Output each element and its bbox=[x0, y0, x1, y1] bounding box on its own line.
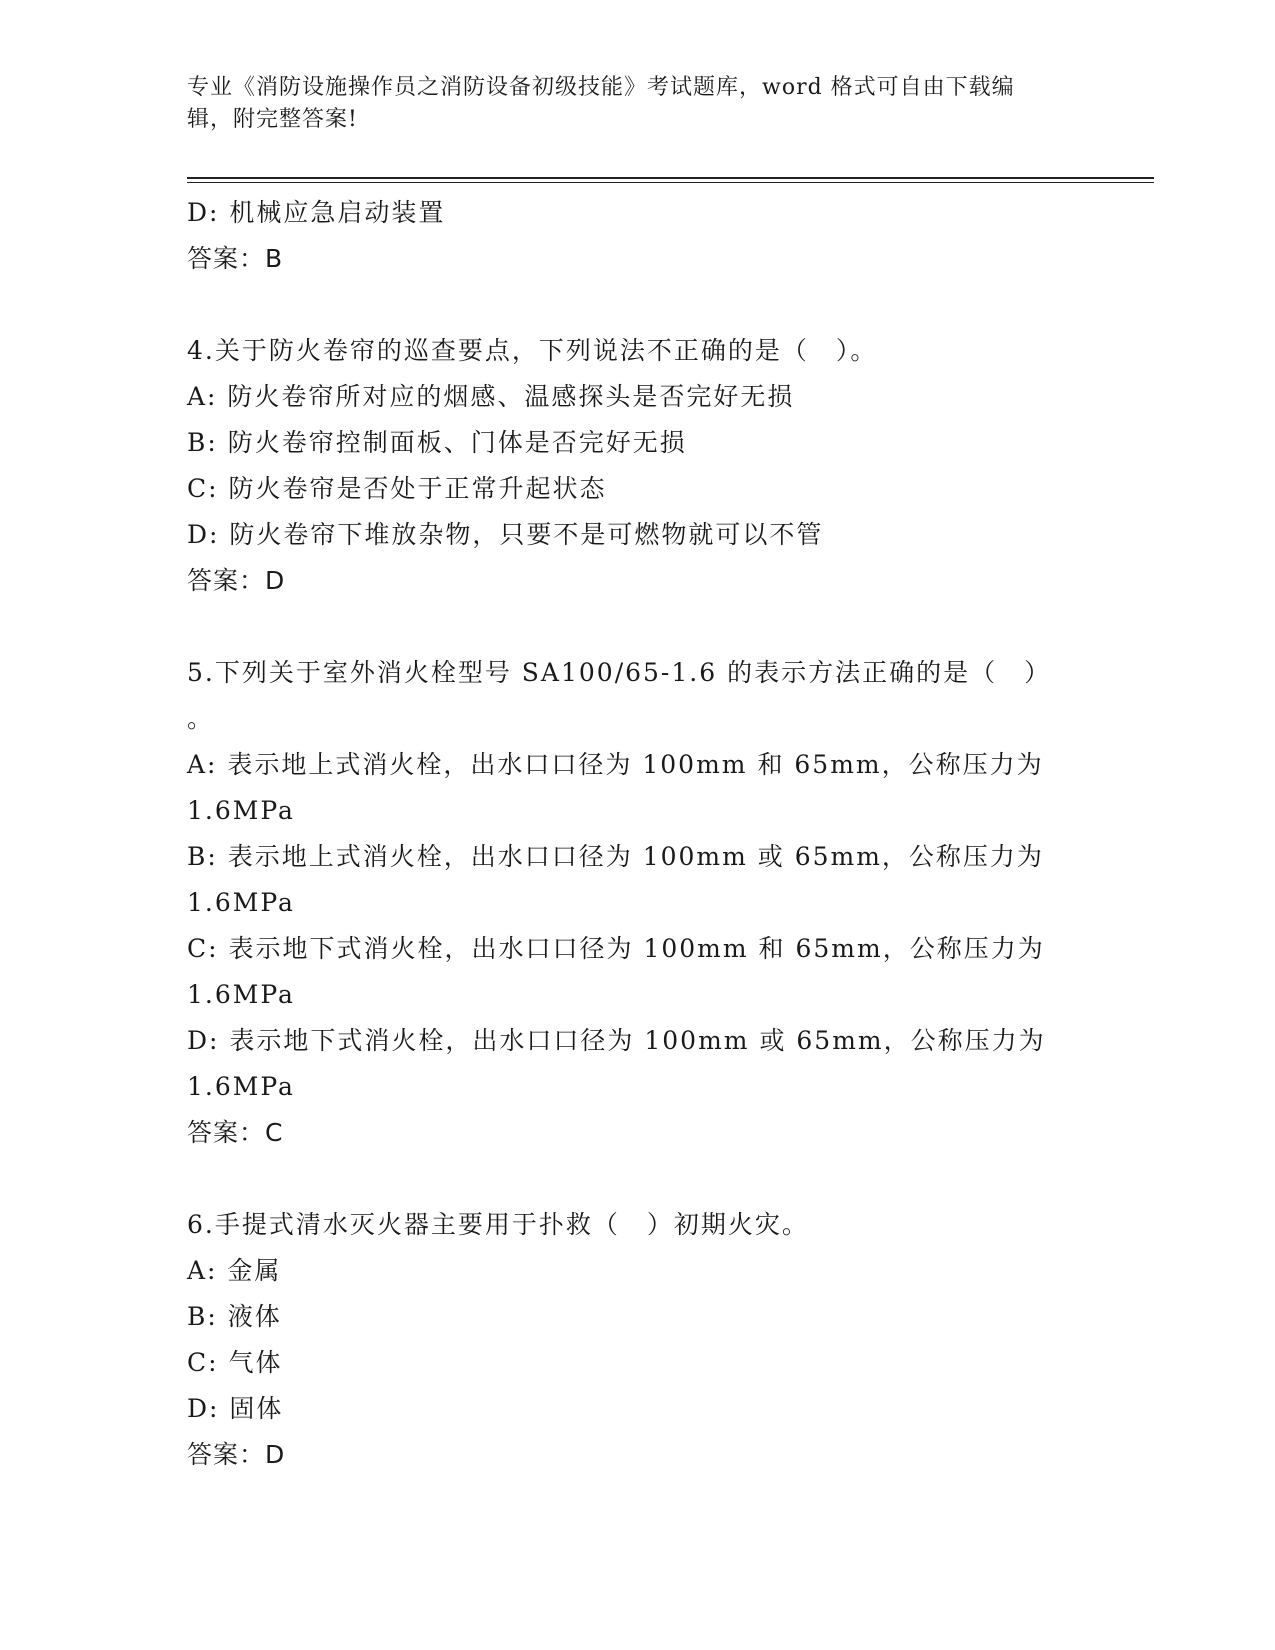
q6-option-d: D: 固体 bbox=[187, 1394, 284, 1423]
q6-option-c: C: 气体 bbox=[187, 1348, 283, 1377]
q5-option-c-line-1: C: 表示地下式消火栓，出水口口径为 100mm 和 65mm，公称压力为 bbox=[187, 934, 1045, 963]
q5-option-a-line-2: 1.6MPa bbox=[187, 796, 295, 825]
q4-answer: 答案：D bbox=[187, 566, 286, 595]
q5-option-b-line-1: B: 表示地上式消火栓，出水口口径为 100mm 或 65mm，公称压力为 bbox=[187, 842, 1044, 871]
q3-answer: 答案：B bbox=[187, 244, 284, 273]
spacer bbox=[187, 604, 1087, 650]
q6-option-a: A: 金属 bbox=[187, 1256, 282, 1285]
page-header bbox=[187, 72, 1067, 136]
q5-stem-line-2: 。 bbox=[187, 704, 215, 733]
header-rule-thin bbox=[187, 182, 1154, 183]
q4-option-a: A: 防火卷帘所对应的烟感、温感探头是否完好无损 bbox=[187, 382, 795, 411]
header-rule-thick bbox=[187, 177, 1154, 179]
header-line-2: 辑，附完整答案! bbox=[187, 107, 358, 132]
q5-stem-line-1: 5.下列关于室外消火栓型号 SA100/65-1.6 的表示方法正确的是（ ） bbox=[187, 658, 1052, 687]
q5-option-b-line-2: 1.6MPa bbox=[187, 888, 295, 917]
q4-option-d: D: 防火卷帘下堆放杂物，只要不是可燃物就可以不管 bbox=[187, 520, 824, 549]
q6-option-b: B: 液体 bbox=[187, 1302, 282, 1331]
q5-option-c-line-2: 1.6MPa bbox=[187, 980, 295, 1009]
question-list bbox=[187, 190, 1087, 1478]
spacer bbox=[187, 1156, 1087, 1202]
q6-answer: 答案：D bbox=[187, 1440, 286, 1469]
header-line-1: 专业《消防设施操作员之消防设备初级技能》考试题库，word 格式可自由下载编 bbox=[187, 75, 1015, 100]
q4-option-b: B: 防火卷帘控制面板、门体是否完好无损 bbox=[187, 428, 687, 457]
q5-option-d-line-2: 1.6MPa bbox=[187, 1072, 295, 1101]
q5-option-d-line-1: D: 表示地下式消火栓，出水口口径为 100mm 或 65mm，公称压力为 bbox=[187, 1026, 1046, 1055]
q5-answer: 答案：C bbox=[187, 1118, 284, 1147]
q5-option-a-line-1: A: 表示地上式消火栓，出水口口径为 100mm 和 65mm，公称压力为 bbox=[187, 750, 1044, 779]
q3-option-d: D: 机械应急启动装置 bbox=[187, 198, 446, 227]
q4-option-c: C: 防火卷帘是否处于正常升起状态 bbox=[187, 474, 607, 503]
q4-stem: 4.关于防火卷帘的巡查要点，下列说法不正确的是（ ）。 bbox=[187, 336, 878, 365]
q6-stem: 6.手提式清水灭火器主要用于扑救（ ）初期火灾。 bbox=[187, 1210, 809, 1239]
spacer bbox=[187, 282, 1087, 328]
